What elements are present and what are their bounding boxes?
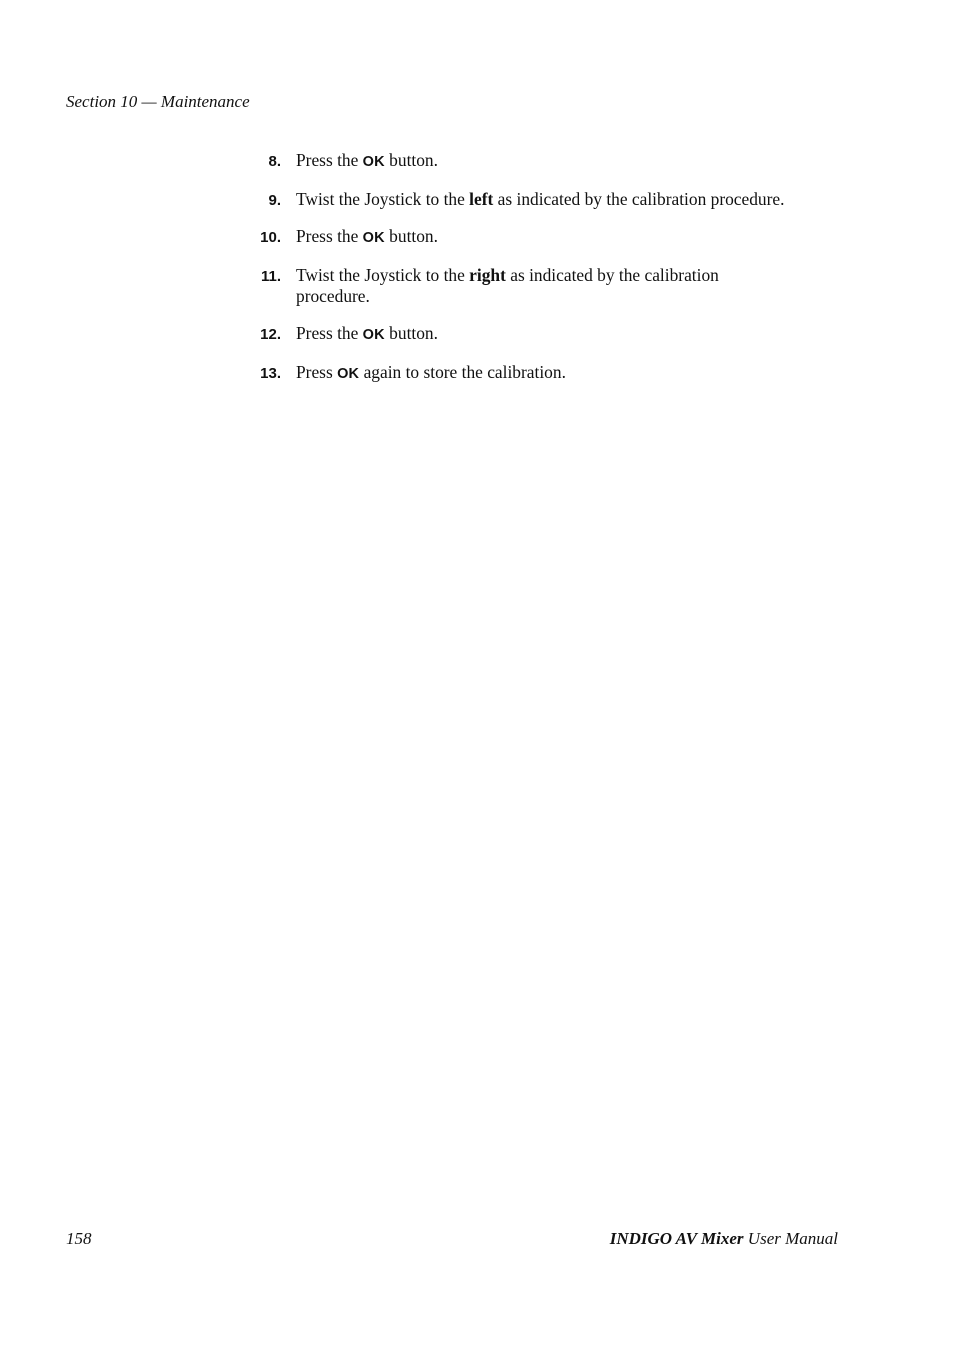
step-item — [250, 226, 850, 249]
product-name: INDIGO AV Mixer — [609, 1229, 744, 1248]
step-number: 9. — [268, 192, 281, 209]
step-item — [250, 362, 850, 385]
step-text: Press the — [296, 226, 363, 246]
step-item — [250, 150, 850, 173]
page-number: 158 — [66, 1229, 92, 1248]
step-text: Twist the Joystick to the — [296, 189, 470, 209]
step-item — [250, 323, 850, 346]
step-text: Twist the Joystick to the — [296, 265, 470, 285]
step-text: button. — [384, 226, 438, 246]
step-number: 10. — [260, 229, 281, 246]
step-number: 13. — [260, 365, 281, 382]
step-text: button. — [384, 323, 438, 343]
step-text: as indicated by the calibration procedure. — [493, 189, 785, 209]
step-number: 12. — [260, 326, 281, 343]
key-label-ok: OK — [362, 327, 385, 343]
page-header-section: Section 10 — Maintenance — [66, 92, 250, 111]
step-text: Press the — [296, 323, 363, 343]
step-number: 11. — [260, 268, 281, 285]
key-label-ok: OK — [362, 230, 385, 246]
step-text: Press — [296, 362, 338, 382]
step-text: button. — [384, 150, 438, 170]
step-text: again to store the calibration. — [359, 362, 566, 382]
key-label-ok: OK — [362, 154, 385, 170]
step-text: Press the — [296, 150, 363, 170]
document-type: User Manual — [743, 1229, 838, 1248]
step-item — [250, 189, 850, 210]
emphasis-right: right — [469, 265, 506, 285]
step-text: as indicated by the calibration procedure. — [296, 265, 719, 306]
step-number: 8. — [268, 153, 281, 170]
footer-document-title — [610, 1229, 838, 1249]
procedure-steps — [250, 150, 850, 401]
key-label-ok: OK — [337, 366, 360, 382]
step-item — [250, 265, 766, 307]
emphasis-left: left — [469, 189, 494, 209]
